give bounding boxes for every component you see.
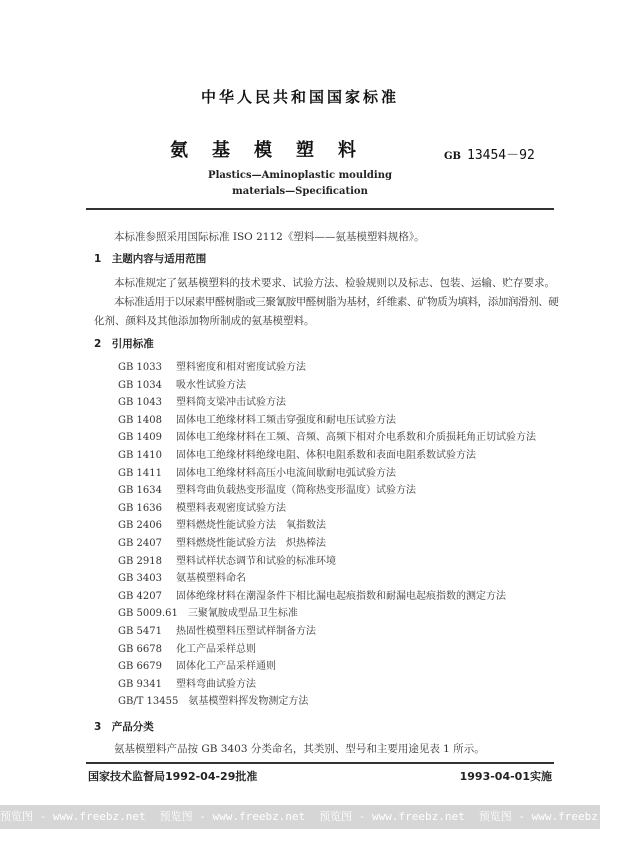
reference-title: 固体电工绝缘材料在工频、音频、高频下相对介电系数和介质损耗角正切试验方法 xyxy=(176,432,536,444)
reference-code: GB 6679 xyxy=(118,661,162,673)
approval-date: 国家技术监督局1992-04-29批准 xyxy=(88,770,258,783)
standard-title xyxy=(170,136,380,162)
reference-item xyxy=(118,499,286,514)
reference-item xyxy=(118,640,256,655)
watermark-band xyxy=(0,805,625,829)
reference-item xyxy=(118,604,298,619)
reference-code: GB/T 13455 xyxy=(118,696,179,708)
reference-code: GB 1408 xyxy=(118,414,162,426)
section-1-para2-line2: 化剂、颜料及其他添加物所制成的氨基模塑料。 xyxy=(94,315,315,327)
section-1-para1: 本标准规定了氨基模塑料的技术要求、试验方法、检验规则以及标志、包装、运输、贮存要求。 xyxy=(114,277,555,289)
standard-code-number: 13454－92 xyxy=(467,148,535,163)
reference-code: GB 1410 xyxy=(118,450,162,461)
section-1-heading: 1 主题内容与适用范围 xyxy=(94,253,207,265)
reference-title: 模塑料表观密度试验方法 xyxy=(176,502,286,514)
section-3-heading: 3 产品分类 xyxy=(94,721,154,733)
reference-item xyxy=(118,393,286,408)
reference-code: GB 1634 xyxy=(118,485,162,497)
reference-title: 固体电工绝缘材料绝缘电阻、体积电阻系数和表面电阻系数试验方法 xyxy=(176,450,476,461)
reference-code: GB 1409 xyxy=(118,432,162,444)
reference-code: GB 6678 xyxy=(118,643,162,655)
reference-item xyxy=(118,587,506,602)
reference-title: 三聚氰胺成型品卫生标准 xyxy=(187,608,298,620)
reference-title: 塑料弯曲试验方法 xyxy=(176,678,256,690)
reference-title: 氨基模塑料命名 xyxy=(176,573,246,585)
title-char: 氨 xyxy=(170,140,188,161)
reference-item xyxy=(118,428,536,443)
footer-divider xyxy=(86,762,554,764)
standard-code xyxy=(444,144,535,163)
reference-item xyxy=(118,411,396,426)
reference-code: GB 1636 xyxy=(118,502,162,514)
reference-title: 塑料密度和相对密度试验方法 xyxy=(176,362,306,373)
reference-title: 塑料燃烧性能试验方法 炽热棒法 xyxy=(176,538,326,549)
reference-code: GB 4207 xyxy=(118,590,162,602)
reference-code: GB 2407 xyxy=(118,538,162,549)
watermark-text: 预览图 - www.freebz.net xyxy=(0,810,146,823)
reference-item xyxy=(118,464,396,479)
reference-title: 氨基模塑料挥发物测定方法 xyxy=(188,696,309,708)
section-3-para: 氨基模塑料产品按 GB 3403 分类命名，其类别、型号和主要用途见表 1 所示。 xyxy=(114,743,485,755)
reference-item xyxy=(118,675,256,690)
reference-item xyxy=(118,569,246,584)
intro-text: 本标准参照采用国际标准 ISO 2112《塑料——氨基模塑料规格》。 xyxy=(114,231,425,243)
issuing-authority-heading: 中华人民共和国国家标准 xyxy=(200,88,399,106)
reference-code: GB 2406 xyxy=(118,520,162,532)
reference-title: 塑料弯曲负载热变形温度（简称热变形温度）试验方法 xyxy=(176,485,416,497)
reference-item xyxy=(118,481,416,496)
reference-item xyxy=(118,376,246,391)
title-char: 塑 xyxy=(296,140,314,161)
reference-code: GB 2918 xyxy=(118,555,162,567)
reference-title: 固体绝缘材料在潮湿条件下相比漏电起痕指数和耐漏电起痕指数的测定方法 xyxy=(176,590,506,602)
reference-title: 塑料简支梁冲击试验方法 xyxy=(176,397,286,409)
reference-item xyxy=(118,534,326,549)
reference-title: 固体电工绝缘材料高压小电流间歇耐电弧试验方法 xyxy=(176,467,396,479)
reference-title: 热固性模塑料压塑试样制备方法 xyxy=(176,626,316,637)
watermark-text: 预览图 - www.freebz.net xyxy=(478,810,625,823)
english-title-line1: Plastics—Aminoplastic moulding xyxy=(208,170,392,181)
standard-code-prefix: GB xyxy=(444,151,461,162)
reference-code: GB 5471 xyxy=(118,626,162,637)
watermark-text: 预览图 - www.freebz.net xyxy=(159,810,306,823)
reference-code: GB 1043 xyxy=(118,397,162,409)
reference-item xyxy=(118,657,276,672)
reference-code: GB 1033 xyxy=(118,362,162,373)
english-title-line2: materials—Specification xyxy=(232,186,368,197)
reference-item xyxy=(118,446,476,461)
title-char: 料 xyxy=(338,140,356,161)
reference-title: 化工产品采样总则 xyxy=(176,643,256,655)
title-char: 模 xyxy=(254,140,272,161)
reference-title: 塑料试样状态调节和试验的标准环境 xyxy=(176,555,336,567)
reference-code: GB 1034 xyxy=(118,379,162,391)
reference-code: GB 9341 xyxy=(118,678,162,690)
reference-item xyxy=(118,552,336,567)
reference-item xyxy=(118,622,316,637)
reference-code: GB 3403 xyxy=(118,573,162,585)
effective-date: 1993-04-01实施 xyxy=(459,770,552,783)
reference-code: GB 1411 xyxy=(118,467,162,479)
section-1-para2-line1: 本标准适用于以尿素甲醛树脂或三聚氰胺甲醛树脂为基材，纤维素、矿物质为填料，添加润滑剂、硬 xyxy=(114,296,559,308)
header-divider xyxy=(86,208,554,210)
reference-item xyxy=(118,516,326,531)
reference-title: 吸水性试验方法 xyxy=(176,379,246,391)
watermark-text: 预览图 - www.freebz.net xyxy=(319,810,465,823)
reference-item xyxy=(118,692,308,707)
section-2-heading: 2 引用标准 xyxy=(94,338,154,350)
reference-item xyxy=(118,358,306,373)
reference-title: 塑料燃烧性能试验方法 氧指数法 xyxy=(176,520,326,532)
reference-title: 固体化工产品采样通则 xyxy=(176,661,276,673)
reference-code: GB 5009.61 xyxy=(118,608,178,620)
reference-title: 固体电工绝缘材料工频击穿强度和耐电压试验方法 xyxy=(176,414,396,426)
title-char: 基 xyxy=(212,140,230,161)
